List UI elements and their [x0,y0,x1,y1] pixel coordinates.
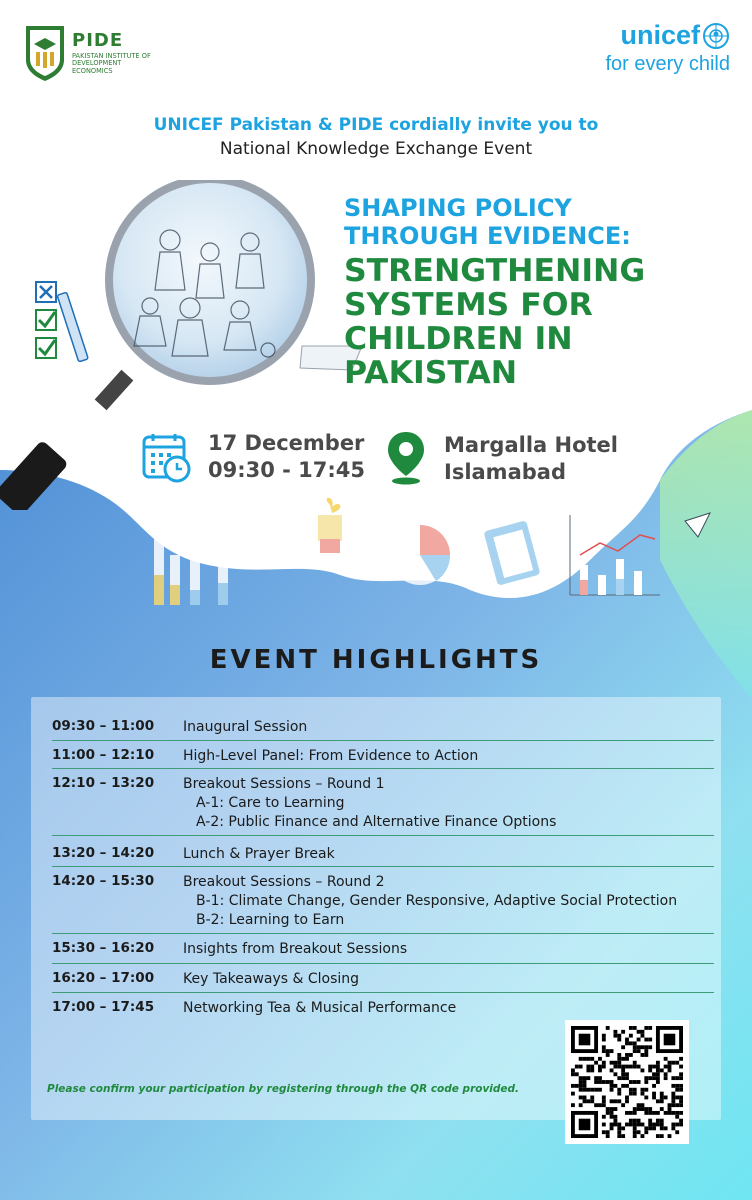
schedule-row [52,775,714,836]
invite-line-2: National Knowledge Exchange Event [219,139,533,159]
title-line-3: STRENGTHENING [344,253,646,289]
qr-code[interactable] [565,1020,689,1144]
decorative-infographics [140,495,720,615]
bar-chart-icon [154,535,228,605]
event-datetime [208,430,365,484]
schedule-item: Breakout Sessions – Round 1 [183,776,385,792]
schedule-item: Insights from Breakout Sessions [183,941,408,957]
schedule-time: 12:10 – 13:20 [52,775,155,791]
schedule-item: Breakout Sessions – Round 2 [183,874,385,890]
event-time: 09:30 - 17:45 [208,458,366,482]
schedule-time: 17:00 – 17:45 [52,999,155,1015]
qr-code-image [571,1026,683,1138]
title-line-4: SYSTEMS FOR [344,287,593,323]
event-venue: Margalla Hotel [444,433,618,457]
schedule-item: High-Level Panel: From Evidence to Action [183,748,479,764]
schedule-time: 14:20 – 15:30 [52,873,155,889]
schedule-time: 13:20 – 14:20 [52,845,155,861]
schedule-row [52,718,714,741]
paper-plane-icon [685,513,710,537]
clipboard-icon [484,520,541,585]
schedule-row [52,845,714,867]
event-city: Islamabad [444,460,566,484]
schedule-item: Inaugural Session [183,719,308,735]
title-line-5: CHILDREN IN [344,321,573,357]
schedule-item: Networking Tea & Musical Performance [183,1000,457,1016]
location-pin-icon [386,430,426,486]
highlights-heading: EVENT HIGHLIGHTS [209,645,543,675]
plant-icon [318,498,342,553]
title-line-1: SHAPING POLICY [344,194,572,222]
schedule-time: 11:00 – 12:10 [52,747,155,763]
unicef-globe-icon [702,22,730,50]
schedule-item: Lunch & Prayer Break [183,846,335,862]
unicef-logo [606,20,731,76]
schedule-item: Key Takeaways & Closing [183,971,360,987]
schedule-subitem: B-2: Learning to Earn [196,912,345,928]
schedule-time: 09:30 – 11:00 [52,718,155,734]
line-chart-icon [570,515,660,595]
calendar-clock-icon [141,432,193,484]
invite-line-1: UNICEF Pakistan & PIDE cordially invite you to [153,115,599,135]
schedule-row [52,970,714,993]
schedule-row [52,747,714,769]
pie-chart-icon [390,525,450,585]
schedule-row [52,999,714,1021]
title-green [344,254,694,390]
event-date: 17 December [208,431,365,455]
schedule-subitem: A-2: Public Finance and Alternative Finance Options [196,814,557,830]
pide-subtitle: PAKISTAN INSTITUTE OF DEVELOPMENT ECONOMICS [72,52,151,75]
schedule-time: 15:30 – 16:20 [52,940,155,956]
title-line-2: THROUGH EVIDENCE: [344,222,631,250]
event-location [444,432,618,486]
schedule-row [52,940,714,964]
checklist-icon [28,278,98,378]
schedule-subitem: B-1: Climate Change, Gender Responsive, Adaptive Social Protection [196,893,678,909]
title-line-6: PAKISTAN [344,355,518,391]
schedule-subitem: A-1: Care to Learning [196,795,345,811]
pide-name: PIDE [72,30,124,51]
unicef-name: unicef [620,20,700,50]
confirm-text: Please confirm your participation by registering through the QR code provided. [47,1083,520,1095]
schedule-time: 16:20 – 17:00 [52,970,155,986]
pide-badge-icon [22,24,68,82]
schedule-row [52,873,714,934]
title-blue [344,194,674,250]
pide-logo [22,24,162,82]
unicef-tagline: for every child [605,53,730,75]
